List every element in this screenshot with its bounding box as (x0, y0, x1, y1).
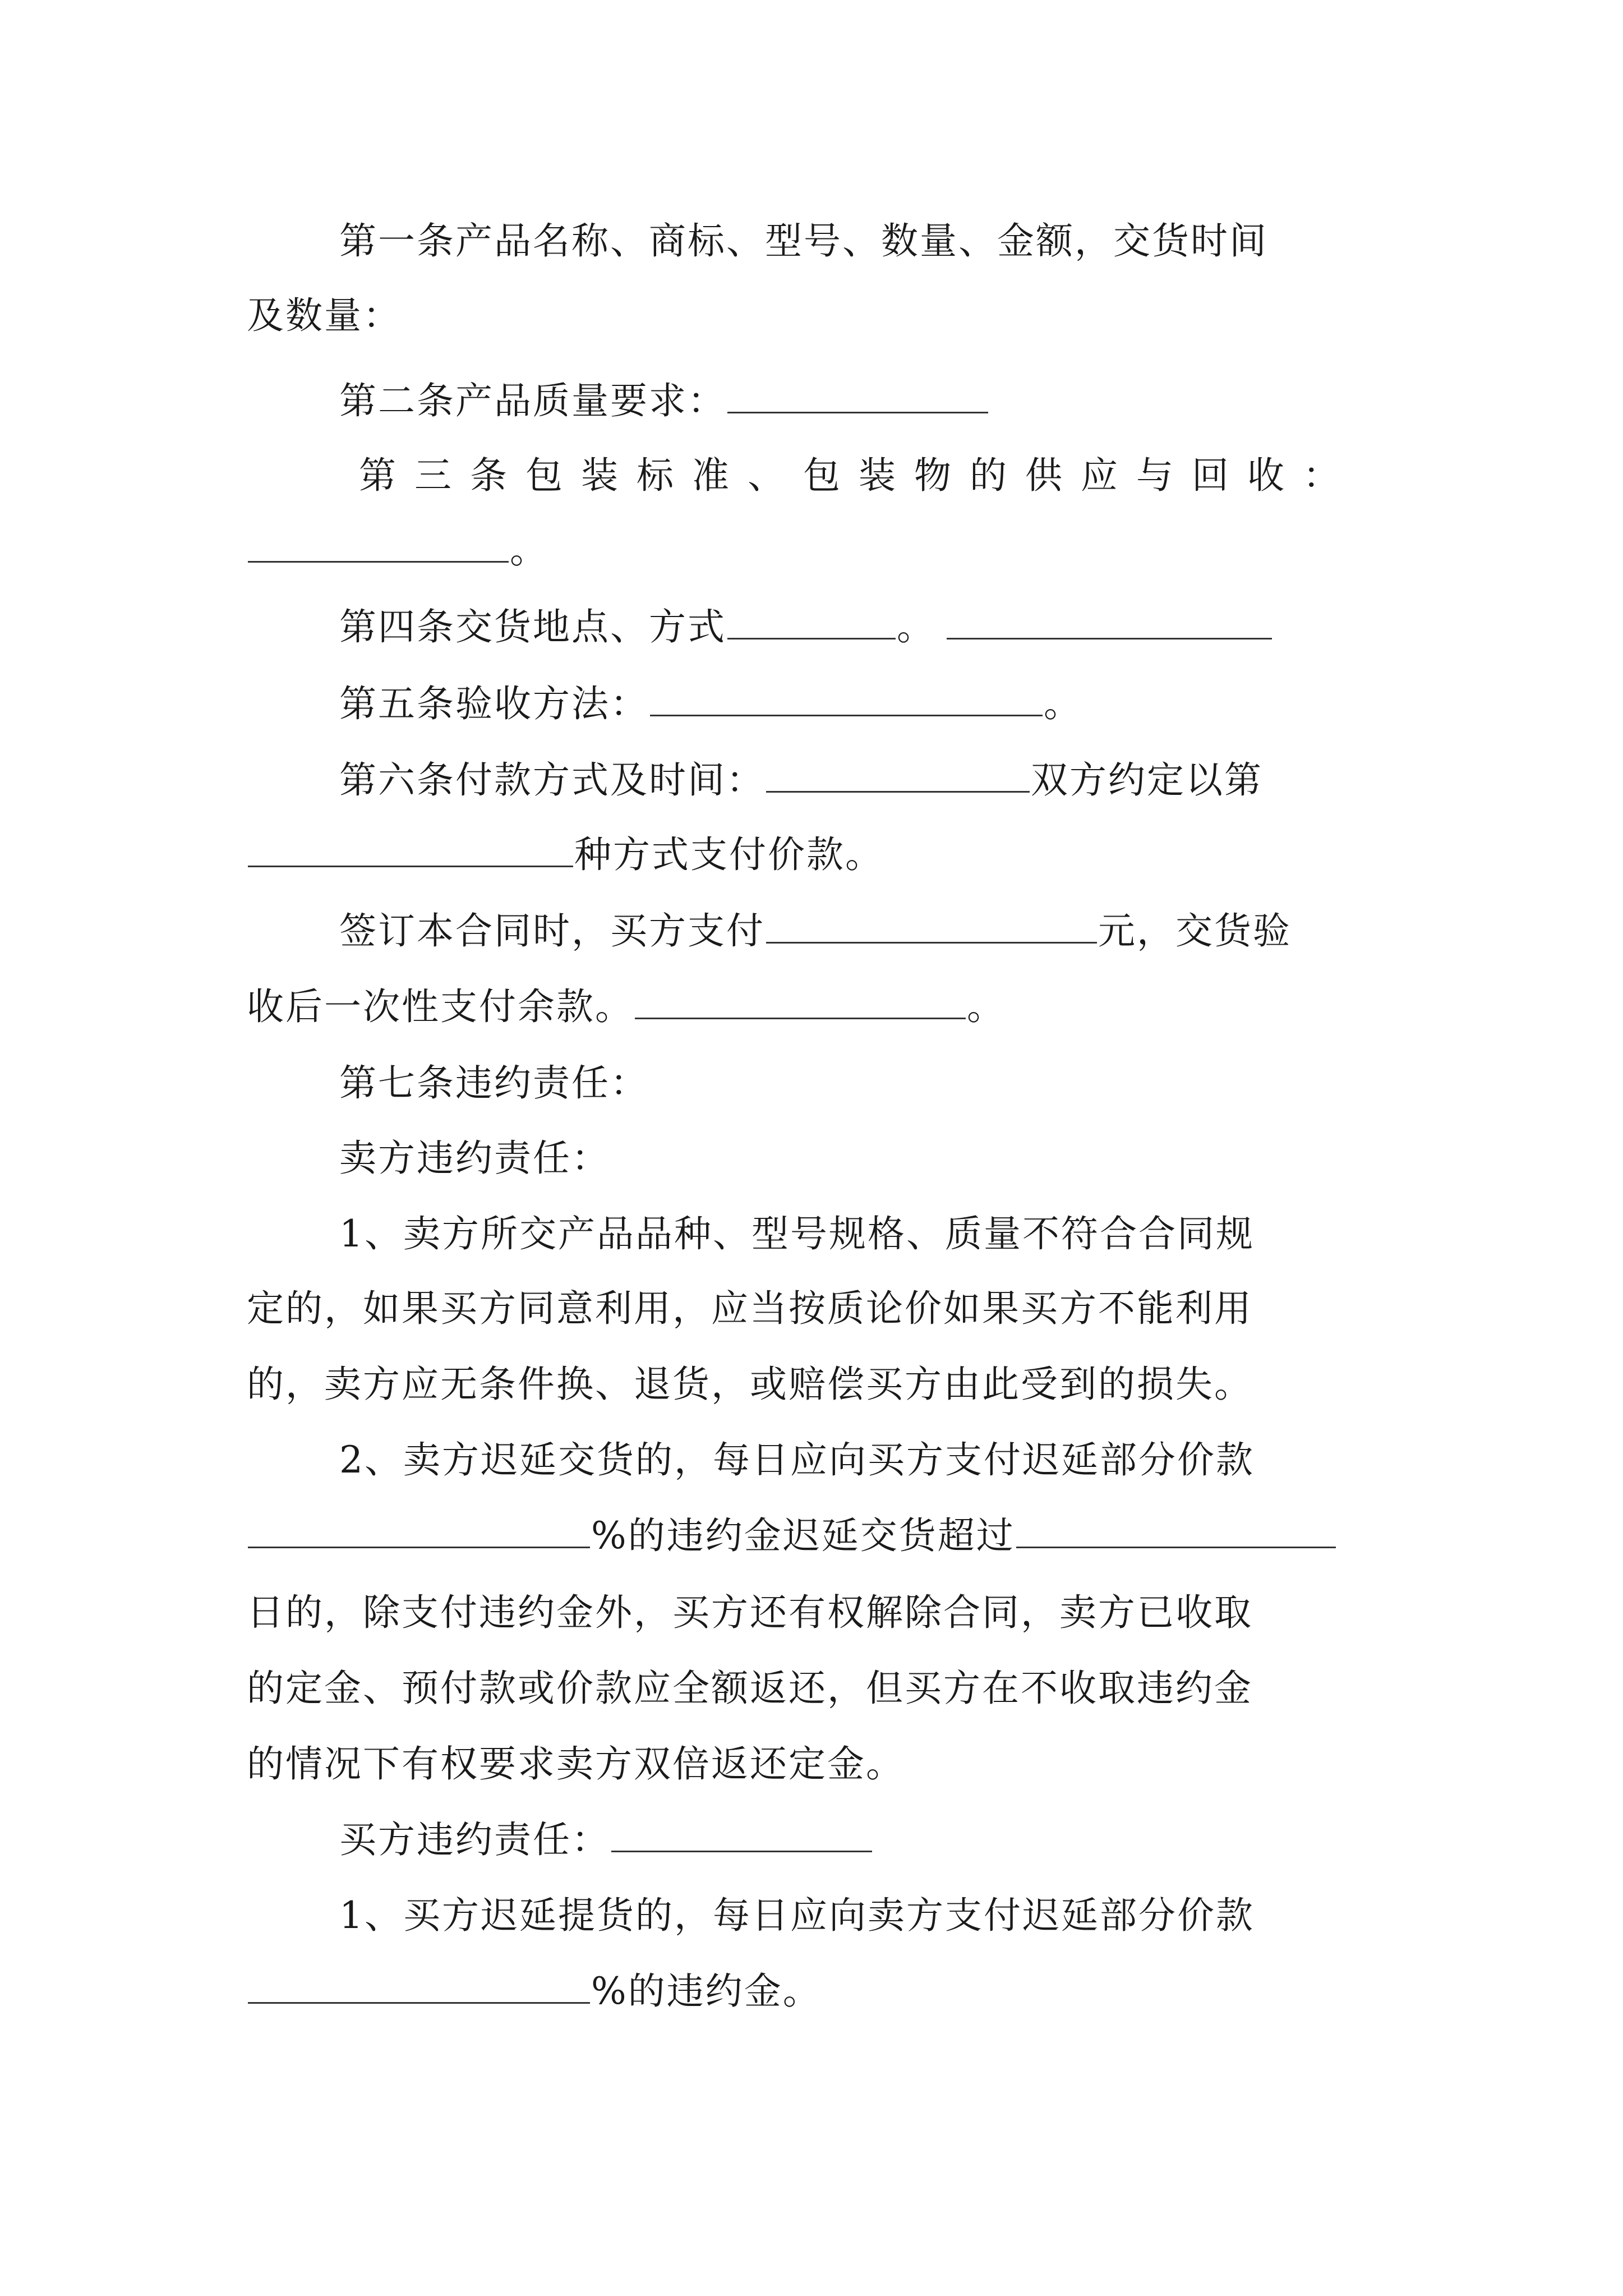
penalty-rate-blank[interactable] (248, 1515, 590, 1548)
delivery-place-blank[interactable] (727, 606, 896, 639)
seller-clause-2-text-b: %的违约金迟延交货超过 (591, 1514, 1015, 1557)
article-1-text: 第一条产品名称、商标、型号、数量、金额，交货时间 (339, 219, 1268, 263)
article-2-text: 第二条产品质量要求： (339, 379, 726, 422)
article-6-line-2 (247, 824, 1391, 886)
buyer-penalty-rate-blank[interactable] (248, 1971, 590, 2004)
article-3-text: 第三条包装标准、包装物的供应与回收： (359, 454, 1358, 497)
buyer-liability-blank[interactable] (611, 1819, 872, 1852)
payment-method-blank[interactable] (248, 834, 573, 867)
seller-clause-1-line-2 (247, 1278, 1391, 1340)
buyer-clause-1-text-b: %的违约金。 (591, 1970, 822, 2013)
article-7-heading (339, 1052, 1391, 1114)
period: 。 (897, 605, 935, 648)
acceptance-method-blank[interactable] (650, 683, 1043, 716)
payment-time-blank[interactable] (766, 760, 1030, 793)
seller-clause-2-line-3 (247, 1582, 1391, 1644)
deposit-amount-blank[interactable] (766, 910, 1097, 944)
payment-text-b: 元，交货验 (1098, 909, 1292, 953)
article-6-line-1 (339, 749, 1391, 811)
payment-line-2 (247, 976, 1391, 1038)
article-1-line-2 (247, 285, 1391, 347)
article-5-line (339, 673, 1391, 735)
period: 。 (1044, 682, 1082, 725)
seller-clause-2-line-1 (339, 1429, 1391, 1491)
payment-text: 签订本合同时，买方支付 (339, 909, 765, 953)
seller-clause-1-line-1 (339, 1203, 1391, 1265)
article-1-text-cont: 及数量： (247, 294, 402, 337)
buyer-clause-1-line-1 (339, 1885, 1391, 1947)
seller-clause-1-text-b: 定的，如果买方同意利用，应当按质论价如果买方不能利用 (247, 1287, 1253, 1330)
article-4-line (339, 596, 1391, 658)
delivery-method-blank[interactable] (947, 606, 1272, 639)
seller-clause-1-text: 1、卖方所交产品品种、型号规格、质量不符合合同规 (339, 1212, 1255, 1255)
buyer-liability-text: 买方违约责任： (339, 1818, 610, 1861)
article-1-line-1 (339, 210, 1391, 272)
seller-liability-text: 卖方违约责任： (339, 1137, 610, 1180)
delay-days-blank[interactable] (1016, 1515, 1336, 1548)
seller-clause-2-text-e: 的情况下有权要求卖方双倍返还定金。 (247, 1742, 905, 1786)
balance-blank[interactable] (635, 986, 966, 1019)
article-2-line (339, 370, 1391, 432)
payment-text-c: 收后一次性支付余款。 (247, 985, 634, 1028)
article-4-text: 第四条交货地点、方式 (339, 605, 726, 648)
article-6-text-c: 种方式支付价款。 (574, 833, 884, 876)
seller-clause-2-line-4 (247, 1658, 1391, 1719)
quality-requirement-blank[interactable] (727, 380, 988, 413)
article-3-line-2 (247, 519, 1391, 581)
buyer-clause-1-line-2 (247, 1961, 1391, 2022)
buyer-liability-heading (339, 1809, 1391, 1871)
article-6-text: 第六条付款方式及时间： (339, 758, 765, 802)
article-7-text: 第七条违约责任： (339, 1061, 649, 1105)
seller-clause-2-text: 2、卖方迟延交货的，每日应向买方支付迟延部分价款 (339, 1438, 1255, 1481)
seller-clause-2-line-5 (247, 1733, 1391, 1795)
period: 。 (967, 985, 1006, 1028)
seller-clause-1-line-3 (247, 1354, 1391, 1415)
payment-line-1 (339, 900, 1391, 962)
article-3-line-1 (359, 445, 1391, 507)
article-5-text: 第五条验收方法： (339, 682, 649, 725)
seller-clause-1-text-c: 的，卖方应无条件换、退货，或赔偿买方由此受到的损失。 (247, 1363, 1253, 1406)
seller-clause-2-line-2 (247, 1505, 1391, 1567)
article-6-text-b: 双方约定以第 (1031, 758, 1263, 802)
seller-clause-2-text-d: 的定金、预付款或价款应全额返还，但买方在不收取违约金 (247, 1667, 1253, 1710)
packaging-blank[interactable] (248, 530, 509, 563)
seller-clause-2-text-c: 日的，除支付违约金外，买方还有权解除合同，卖方已收取 (247, 1591, 1253, 1634)
buyer-clause-1-text: 1、买方迟延提货的，每日应向卖方支付迟延部分价款 (339, 1894, 1255, 1937)
period: 。 (510, 528, 548, 572)
seller-liability-heading (339, 1128, 1391, 1189)
